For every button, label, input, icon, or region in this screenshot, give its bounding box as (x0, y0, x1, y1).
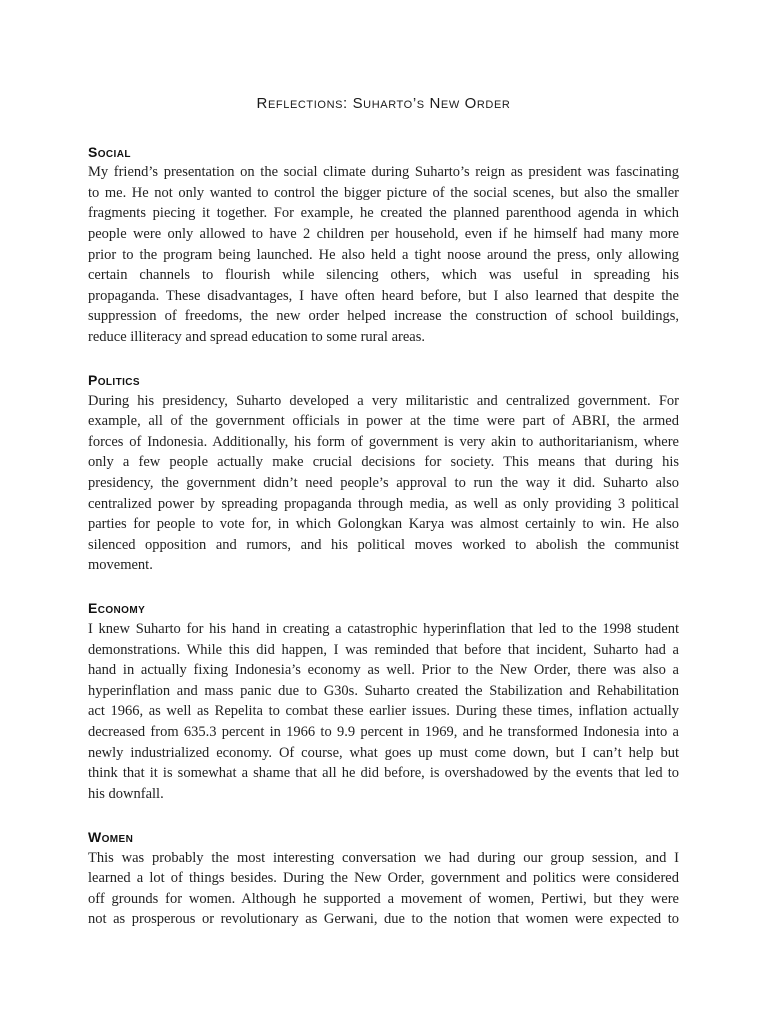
paragraph-line: prior to the program being launched. He also held a tight noose around the press, only allowing (88, 246, 679, 263)
paragraph-line: My friend’s presentation on the social climate during Suharto’s reign as president was fascinating (88, 164, 679, 181)
politics-paragraph (88, 391, 679, 576)
section-social (88, 142, 679, 348)
paragraph-line: hyperinflation and mass panic due to G30s. Suharto created the Stabilization and Rehabilitation (88, 682, 679, 699)
paragraph-line: to me. He not only wanted to control the bigger picture of the social scenes, but also the smaller (88, 184, 679, 201)
paragraph-line: decreased from 635.3 percent in 1966 to 9.9 percent in 1969, and he transformed Indonesia into a (88, 724, 679, 741)
section-heading-social: Social (88, 143, 131, 160)
document-page (88, 94, 679, 952)
paragraph-line: demonstrations. While this did happen, I was reminded that before that incident, Suharto had a (88, 641, 679, 658)
paragraph-line: silenced opposition and rumors, and his political moves worked to abolish the communist (88, 536, 679, 553)
paragraph-line: suppression of freedoms, the new order helped increase the construction of school buildings, (88, 308, 679, 325)
paragraph-line: example, all of the government officials in power at the time were part of ABRI, the armed (88, 413, 679, 430)
paragraph-line: act 1966, as well as Repelita to combat these earlier issues. During these times, inflation actually (88, 703, 679, 720)
paragraph-line: fragments piecing it together. For example, he created the planned parenthood agenda in which (88, 205, 679, 222)
paragraph-line: propaganda. These disadvantages, I have often heard before, but I also learned that despite the (88, 287, 679, 304)
paragraph-line: not as prosperous or revolutionary as Gerwani, due to the notion that women were expected to (88, 911, 679, 928)
section-heading-women: Women (88, 828, 134, 845)
paragraph-line: parties for people to vote for, in which Golongkan Karya was almost certainly to win. He also (88, 516, 679, 533)
section-economy (88, 598, 679, 804)
paragraph-line: think that it is somewhat a shame that all he did before, is overshadowed by the events that led to (88, 765, 679, 782)
paragraph-line: only a few people actually make crucial decisions for society. This means that during his (88, 454, 679, 471)
paragraph-line: During his presidency, Suharto developed a very militaristic and centralized government. For (88, 392, 679, 409)
section-heading-economy: Economy (88, 600, 146, 617)
paragraph-line: hand in actually fixing Indonesia’s economy as well. Prior to the New Order, there was also a (88, 662, 679, 679)
paragraph-line: presidency, the government didn’t need people’s approval to run the way it did. Suharto also (88, 475, 679, 491)
paragraph-line: learned a lot of things besides. During the New Order, government and politics were considered (88, 870, 679, 887)
social-paragraph (88, 162, 679, 347)
paragraph-line: forces of Indonesia. Additionally, his form of government is very akin to authoritarianism, where (88, 433, 679, 450)
paragraph-line: off grounds for women. Although he supported a movement of women, Pertiwi, but they were (88, 890, 679, 907)
paragraph-line: certain channels to flourish while silencing others, which was useful in spreading his (88, 267, 679, 284)
paragraph-line: reduce illiteracy and spread education to some rural areas. (88, 328, 425, 345)
paragraph-line: newly industrialized economy. Of course, what goes up must come down, but I can’t help but (88, 744, 679, 761)
section-politics (88, 370, 679, 576)
women-paragraph (88, 848, 679, 930)
section-heading-politics: Politics (88, 372, 140, 389)
economy-paragraph (88, 619, 679, 804)
document-title: Reflections: Suharto’s New Order (256, 95, 511, 112)
paragraph-line: This was probably the most interesting conversation we had during our group session, and I (88, 849, 679, 866)
paragraph-line: people were only allowed to have 2 children per household, even if he himself had many more (88, 225, 679, 242)
section-women (88, 827, 679, 930)
paragraph-line: movement. (88, 557, 153, 574)
paragraph-line: I knew Suharto for his hand in creating a catastrophic hyperinflation that led to the 1998 student (88, 621, 679, 638)
paragraph-line: his downfall. (88, 785, 164, 802)
paragraph-line: centralized power by spreading propaganda through media, as well as only providing 3 political (88, 495, 679, 512)
